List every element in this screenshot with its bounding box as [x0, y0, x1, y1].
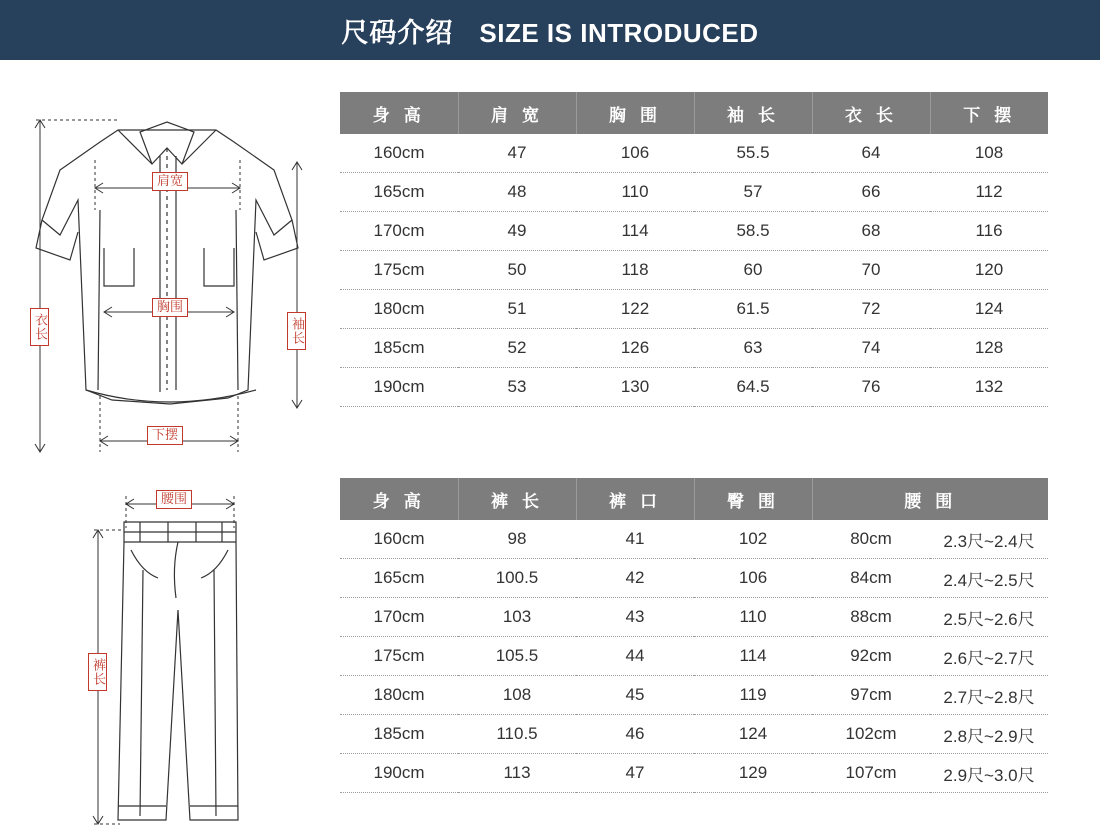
cell-chest: 122: [576, 290, 694, 329]
page-title-en: SIZE IS INTRODUCED: [479, 17, 759, 48]
cell-hip: 124: [694, 715, 812, 754]
th-hip: 臀 围: [694, 478, 812, 520]
cell-hem: 120: [930, 251, 1048, 290]
cell-height: 175cm: [340, 251, 458, 290]
table-row: [340, 598, 1048, 637]
table-row: [340, 368, 1048, 407]
cell-waist-cm: 92cm: [812, 637, 930, 676]
cell-height: 180cm: [340, 290, 458, 329]
cell-hip: 114: [694, 637, 812, 676]
cell-height: 180cm: [340, 676, 458, 715]
shirt-section: [0, 60, 1100, 460]
table-row: [340, 676, 1048, 715]
cell-pant-length: 113: [458, 754, 576, 793]
cell-pant-length: 110.5: [458, 715, 576, 754]
cell-length: 72: [812, 290, 930, 329]
table-header-row: [340, 92, 1048, 134]
cell-waist-chi: 2.8尺~2.9尺: [930, 715, 1048, 754]
cell-waist-cm: 102cm: [812, 715, 930, 754]
pants-illustration: [0, 460, 340, 837]
cell-hem: 132: [930, 368, 1048, 407]
cell-waist-chi: 2.5尺~2.6尺: [930, 598, 1048, 637]
cell-sleeve: 63: [694, 329, 812, 368]
cell-pant-length: 100.5: [458, 559, 576, 598]
pants-figure: [0, 460, 340, 837]
cell-waist-cm: 80cm: [812, 520, 930, 559]
cell-sleeve: 61.5: [694, 290, 812, 329]
cell-hem: 128: [930, 329, 1048, 368]
top-size-table: [340, 92, 1048, 407]
th-hem: 下 摆: [930, 92, 1048, 134]
cell-pant-length: 103: [458, 598, 576, 637]
th-pant-opening: 裤 口: [576, 478, 694, 520]
cell-shoulder: 53: [458, 368, 576, 407]
cell-pant-opening: 42: [576, 559, 694, 598]
th-height: 身 高: [340, 478, 458, 520]
cell-pant-length: 108: [458, 676, 576, 715]
cell-height: 160cm: [340, 134, 458, 173]
th-shoulder: 肩 宽: [458, 92, 576, 134]
cell-length: 70: [812, 251, 930, 290]
cell-height: 160cm: [340, 520, 458, 559]
table-row: [340, 559, 1048, 598]
label-hem: 下摆: [147, 426, 183, 445]
cell-height: 185cm: [340, 715, 458, 754]
label-sleeve-length: 袖长: [287, 312, 306, 350]
label-shoulder-width: 肩宽: [152, 172, 188, 191]
cell-hem: 116: [930, 212, 1048, 251]
th-height: 身 高: [340, 92, 458, 134]
cell-pant-opening: 47: [576, 754, 694, 793]
label-chest: 胸围: [152, 298, 188, 317]
cell-waist-cm: 97cm: [812, 676, 930, 715]
cell-height: 190cm: [340, 754, 458, 793]
table-row: [340, 754, 1048, 793]
th-length: 衣 长: [812, 92, 930, 134]
cell-shoulder: 49: [458, 212, 576, 251]
top-table-wrap: [340, 60, 1100, 460]
cell-chest: 130: [576, 368, 694, 407]
cell-hip: 102: [694, 520, 812, 559]
label-garment-length: 衣长: [30, 308, 49, 346]
cell-hem: 124: [930, 290, 1048, 329]
cell-hip: 106: [694, 559, 812, 598]
th-pant-length: 裤 长: [458, 478, 576, 520]
cell-pant-opening: 44: [576, 637, 694, 676]
cell-shoulder: 52: [458, 329, 576, 368]
cell-length: 64: [812, 134, 930, 173]
cell-sleeve: 58.5: [694, 212, 812, 251]
cell-pant-opening: 45: [576, 676, 694, 715]
cell-chest: 110: [576, 173, 694, 212]
cell-pant-opening: 46: [576, 715, 694, 754]
cell-hip: 110: [694, 598, 812, 637]
label-pant-length: 裤长: [88, 653, 107, 691]
cell-waist-chi: 2.7尺~2.8尺: [930, 676, 1048, 715]
cell-pant-length: 105.5: [458, 637, 576, 676]
cell-height: 165cm: [340, 559, 458, 598]
table-row: [340, 290, 1048, 329]
table-row: [340, 715, 1048, 754]
cell-chest: 114: [576, 212, 694, 251]
cell-chest: 118: [576, 251, 694, 290]
table-row: [340, 329, 1048, 368]
th-sleeve: 袖 长: [694, 92, 812, 134]
table-row: [340, 173, 1048, 212]
table-row: [340, 212, 1048, 251]
cell-hip: 129: [694, 754, 812, 793]
cell-pant-opening: 41: [576, 520, 694, 559]
cell-length: 68: [812, 212, 930, 251]
pants-section: [0, 460, 1100, 837]
cell-sleeve: 55.5: [694, 134, 812, 173]
cell-height: 175cm: [340, 637, 458, 676]
page-title-cn: 尺码介绍: [341, 17, 454, 49]
cell-height: 190cm: [340, 368, 458, 407]
th-waist: 腰 围: [812, 478, 1048, 520]
label-waist: 腰围: [156, 490, 192, 509]
table-row: [340, 520, 1048, 559]
cell-waist-chi: 2.6尺~2.7尺: [930, 637, 1048, 676]
table-header-row: [340, 478, 1048, 520]
cell-sleeve: 64.5: [694, 368, 812, 407]
cell-waist-cm: 88cm: [812, 598, 930, 637]
shirt-figure: [0, 60, 340, 460]
cell-hem: 112: [930, 173, 1048, 212]
cell-height: 185cm: [340, 329, 458, 368]
cell-height: 170cm: [340, 598, 458, 637]
th-chest: 胸 围: [576, 92, 694, 134]
cell-chest: 126: [576, 329, 694, 368]
cell-length: 74: [812, 329, 930, 368]
cell-waist-chi: 2.9尺~3.0尺: [930, 754, 1048, 793]
cell-sleeve: 57: [694, 173, 812, 212]
cell-pant-opening: 43: [576, 598, 694, 637]
cell-waist-chi: 2.3尺~2.4尺: [930, 520, 1048, 559]
cell-hem: 108: [930, 134, 1048, 173]
table-row: [340, 637, 1048, 676]
cell-shoulder: 51: [458, 290, 576, 329]
cell-chest: 106: [576, 134, 694, 173]
bottom-table-wrap: [340, 460, 1100, 837]
cell-length: 66: [812, 173, 930, 212]
shirt-illustration: [0, 60, 340, 460]
cell-shoulder: 48: [458, 173, 576, 212]
cell-height: 165cm: [340, 173, 458, 212]
page-header: [0, 0, 1100, 60]
table-row: [340, 251, 1048, 290]
cell-pant-length: 98: [458, 520, 576, 559]
cell-waist-cm: 107cm: [812, 754, 930, 793]
bottom-size-table: [340, 478, 1048, 793]
table-row: [340, 134, 1048, 173]
cell-height: 170cm: [340, 212, 458, 251]
cell-hip: 119: [694, 676, 812, 715]
cell-waist-chi: 2.4尺~2.5尺: [930, 559, 1048, 598]
cell-waist-cm: 84cm: [812, 559, 930, 598]
cell-shoulder: 47: [458, 134, 576, 173]
cell-shoulder: 50: [458, 251, 576, 290]
cell-sleeve: 60: [694, 251, 812, 290]
cell-length: 76: [812, 368, 930, 407]
